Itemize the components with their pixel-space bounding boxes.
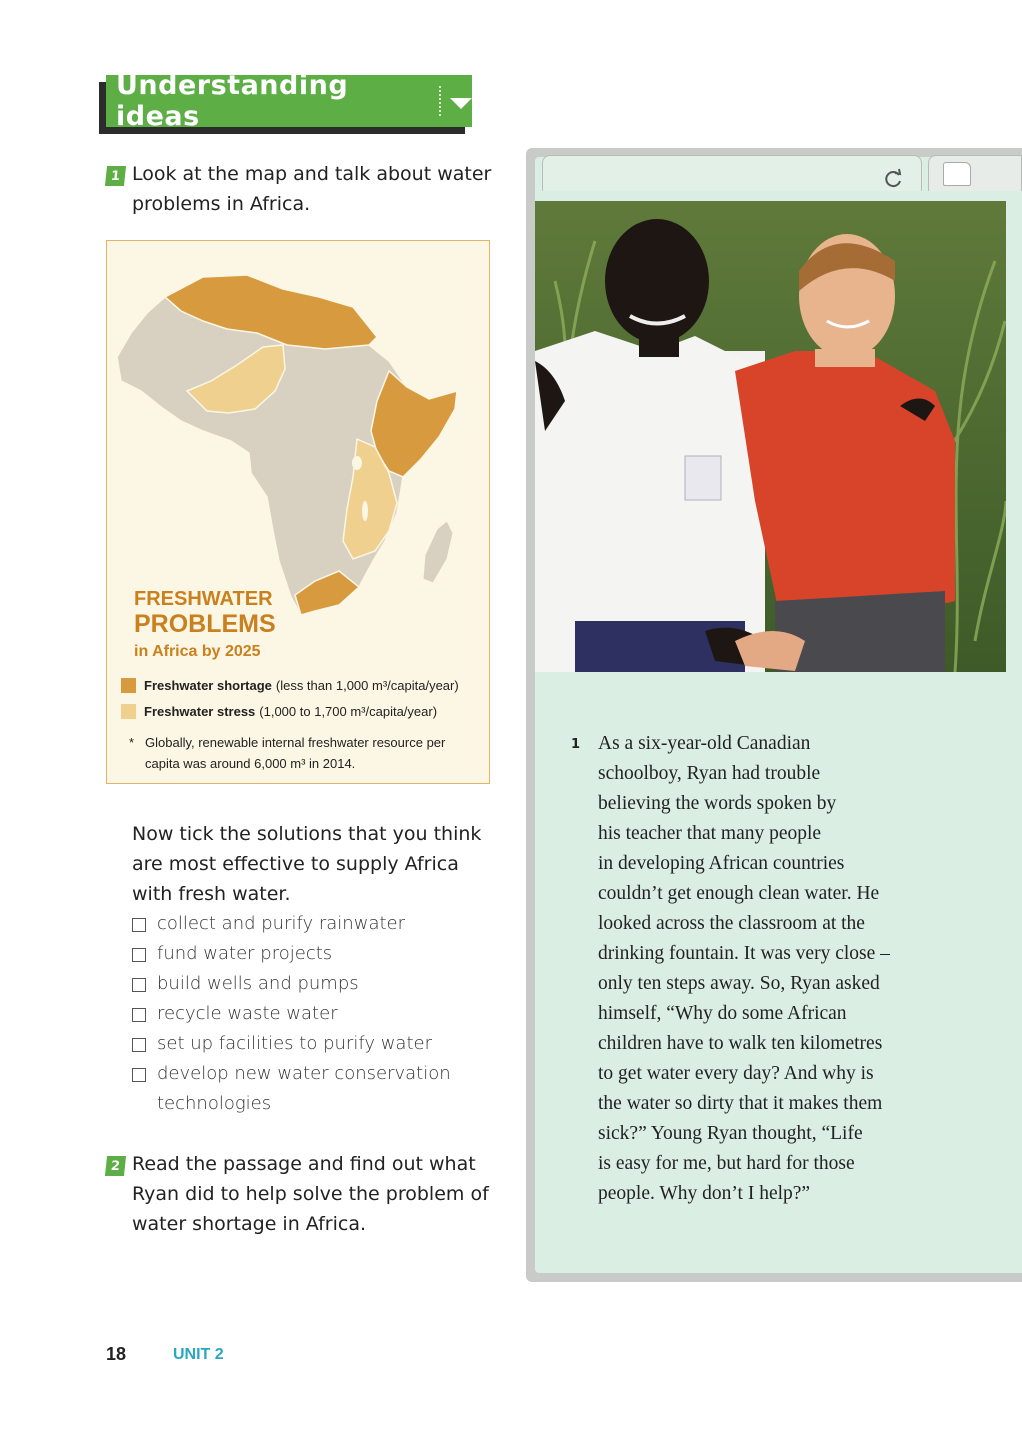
footnote-star: * bbox=[129, 735, 135, 750]
passage-line: the water so dirty that it makes them bbox=[598, 1093, 883, 1114]
checkbox[interactable] bbox=[132, 1038, 146, 1052]
checklist-label: collect and purify rainwater bbox=[157, 913, 406, 934]
passage-line: schoolboy, Ryan had trouble bbox=[598, 763, 821, 784]
legend-swatch-shortage bbox=[121, 678, 136, 693]
checklist-item[interactable] bbox=[132, 939, 492, 969]
footnote-line: capita was around 6,000 m³ in 2014. bbox=[145, 756, 356, 771]
footnote-line: Globally, renewable internal freshwater resource per bbox=[145, 735, 446, 750]
paragraph-number: 1 bbox=[571, 737, 581, 752]
tick-prompt bbox=[132, 819, 492, 909]
passage-line: looked across the classroom at the bbox=[598, 913, 865, 934]
checkbox[interactable] bbox=[132, 1068, 146, 1082]
madagascar bbox=[423, 521, 453, 583]
chevron-down-icon[interactable] bbox=[450, 98, 472, 109]
map-footnote bbox=[131, 732, 481, 774]
map-title-line3: in Africa by 2025 bbox=[134, 643, 261, 660]
legend-detail: (less than 1,000 m³/capita/year) bbox=[275, 678, 459, 693]
passage-line: people. Why don’t I help?” bbox=[598, 1183, 811, 1204]
checklist-item[interactable] bbox=[132, 999, 492, 1029]
lake bbox=[362, 501, 368, 521]
checkbox[interactable] bbox=[132, 1008, 146, 1022]
activity-1-instruction bbox=[132, 159, 492, 219]
passage-line: As a six-year-old Canadian bbox=[598, 733, 811, 754]
new-tab-icon[interactable] bbox=[943, 162, 971, 186]
activity-2-instruction bbox=[132, 1149, 492, 1239]
instruction-line: water shortage in Africa. bbox=[132, 1213, 367, 1235]
instruction-line: problems in Africa. bbox=[132, 193, 311, 215]
map-title-line2: PROBLEMS bbox=[134, 610, 276, 638]
activity-number-2: 2 bbox=[105, 1156, 126, 1176]
prompt-line: with fresh water. bbox=[132, 883, 291, 905]
prompt-line: are most effective to supply Africa bbox=[132, 853, 459, 875]
checklist-label: fund water projects bbox=[157, 943, 333, 964]
passage-line: children have to walk ten kilometres bbox=[598, 1033, 883, 1054]
section-title: Understanding ideas bbox=[116, 70, 349, 132]
checklist-label: develop new water conservation technologies bbox=[157, 1063, 451, 1114]
unit-label: UNIT 2 bbox=[173, 1346, 224, 1363]
checklist-item[interactable] bbox=[132, 1029, 492, 1059]
checklist-item[interactable] bbox=[132, 909, 492, 939]
legend-label: Freshwater shortage bbox=[144, 678, 272, 693]
browser-tab[interactable] bbox=[542, 155, 922, 191]
passage-line: sick?” Young Ryan thought, “Life bbox=[598, 1123, 863, 1144]
checklist-label: recycle waste water bbox=[157, 1003, 338, 1024]
legend-swatch-stress bbox=[121, 704, 136, 719]
checklist-item[interactable] bbox=[132, 969, 492, 999]
checkbox[interactable] bbox=[132, 978, 146, 992]
passage-line: is easy for me, but hard for those bbox=[598, 1153, 855, 1174]
passage-line: in developing African countries bbox=[598, 853, 845, 874]
instruction-line: Look at the map and talk about water bbox=[132, 163, 492, 185]
passage-line: to get water every day? And why is bbox=[598, 1063, 874, 1084]
checklist-label: build wells and pumps bbox=[157, 973, 359, 994]
legend-detail: (1,000 to 1,700 m³/capita/year) bbox=[259, 704, 438, 719]
passage-line: drinking fountain. It was very close – bbox=[598, 943, 890, 964]
lake bbox=[352, 456, 362, 470]
instruction-line: Read the passage and find out what bbox=[132, 1153, 476, 1175]
passage-line: himself, “Why do some African bbox=[598, 1003, 847, 1024]
solutions-checklist bbox=[132, 909, 492, 1119]
map-title-line1: FRESHWATER bbox=[134, 588, 273, 610]
prompt-line: Now tick the solutions that you think bbox=[132, 823, 482, 845]
horn-africa-shortage bbox=[371, 371, 457, 477]
section-banner bbox=[106, 70, 472, 132]
refresh-icon[interactable] bbox=[884, 167, 904, 189]
africa-map-figure bbox=[106, 240, 490, 784]
checklist-label: set up facilities to purify water bbox=[157, 1033, 432, 1054]
passage-line: his teacher that many people bbox=[598, 823, 822, 844]
instruction-line: Ryan did to help solve the problem of bbox=[132, 1183, 489, 1205]
passage-line: believing the words spoken by bbox=[598, 793, 837, 814]
photo-two-boys bbox=[535, 201, 1006, 672]
legend-item-stress bbox=[121, 704, 437, 719]
checkbox[interactable] bbox=[132, 948, 146, 962]
passage-line: couldn’t get enough clean water. He bbox=[598, 883, 880, 904]
activity-number-1: 1 bbox=[105, 166, 126, 186]
checkbox[interactable] bbox=[132, 918, 146, 932]
reading-passage bbox=[598, 729, 928, 1209]
banner-divider bbox=[439, 86, 441, 116]
passage-line: only ten steps away. So, Ryan asked bbox=[598, 973, 880, 994]
checklist-item[interactable] bbox=[132, 1059, 492, 1119]
legend-item-shortage bbox=[121, 678, 459, 693]
page-number: 18 bbox=[106, 1344, 127, 1364]
legend-label: Freshwater stress bbox=[144, 704, 256, 719]
